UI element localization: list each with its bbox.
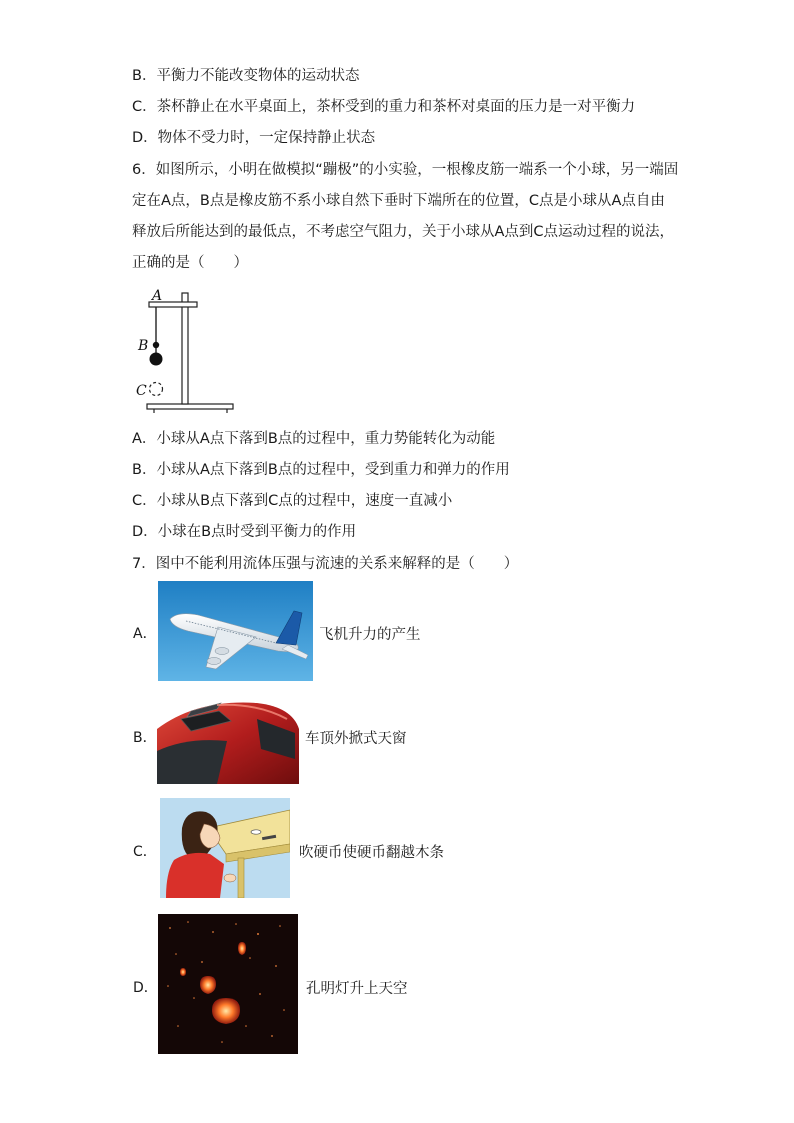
figure-label-b: B — [138, 338, 149, 354]
q7-option-d-letter: D． — [133, 980, 158, 996]
q6-bungee-figure — [132, 285, 242, 415]
q5-option-c: C．茶杯静止在水平桌面上，茶杯受到的重力和茶杯对桌面的压力是一对平衡力 — [132, 99, 636, 115]
q6-option-b: B．小球从A点下落到B点的过程中，受到重力和弹力的作用 — [132, 462, 510, 478]
q7-option-c-caption: 吹硬币使硬币翻越木条 — [299, 845, 444, 861]
sky-lanterns-image — [158, 914, 298, 1054]
q6-stem-line-1: 6．如图所示，小明在做模拟“蹦极”的小实验，一根橡皮筋一端系一个小球，另一端固 — [132, 162, 679, 178]
q7-stem: 7．图中不能利用流体压强与流速的关系来解释的是（ ） — [132, 556, 519, 572]
q7-option-b-caption: 车顶外掀式天窗 — [305, 731, 407, 747]
car-sunroof-image — [157, 689, 299, 784]
q7-option-a-letter: A． — [133, 626, 157, 642]
q5-option-d: D．物体不受力时，一定保持静止状态 — [132, 130, 376, 146]
q7-option-a-caption: 飞机升力的产生 — [319, 627, 421, 643]
blowing-coin-image — [160, 798, 290, 898]
airplane-image — [158, 581, 313, 681]
figure-label-a: A — [152, 288, 163, 304]
q6-stem-line-4: 正确的是（ ） — [132, 255, 248, 271]
q6-option-a: A．小球从A点下落到B点的过程中，重力势能转化为动能 — [132, 431, 496, 447]
q6-option-c: C．小球从B点下落到C点的过程中，速度一直减小 — [132, 493, 453, 509]
q7-option-d-caption: 孔明灯升上天空 — [306, 981, 408, 997]
q6-stem-line-2: 定在A点，B点是橡皮筋不系小球自然下垂时下端所在的位置，C点是小球从A点自由 — [132, 193, 665, 209]
q5-option-b: B．平衡力不能改变物体的运动状态 — [132, 68, 360, 84]
q7-option-b-letter: B． — [133, 730, 157, 746]
q6-option-d: D．小球在B点时受到平衡力的作用 — [132, 524, 357, 540]
q6-stem-line-3: 释放后所能达到的最低点，不考虑空气阻力，关于小球从A点到C点运动过程的说法， — [132, 224, 675, 240]
figure-label-c: C — [136, 383, 147, 399]
q7-option-c-letter: C． — [133, 844, 157, 860]
